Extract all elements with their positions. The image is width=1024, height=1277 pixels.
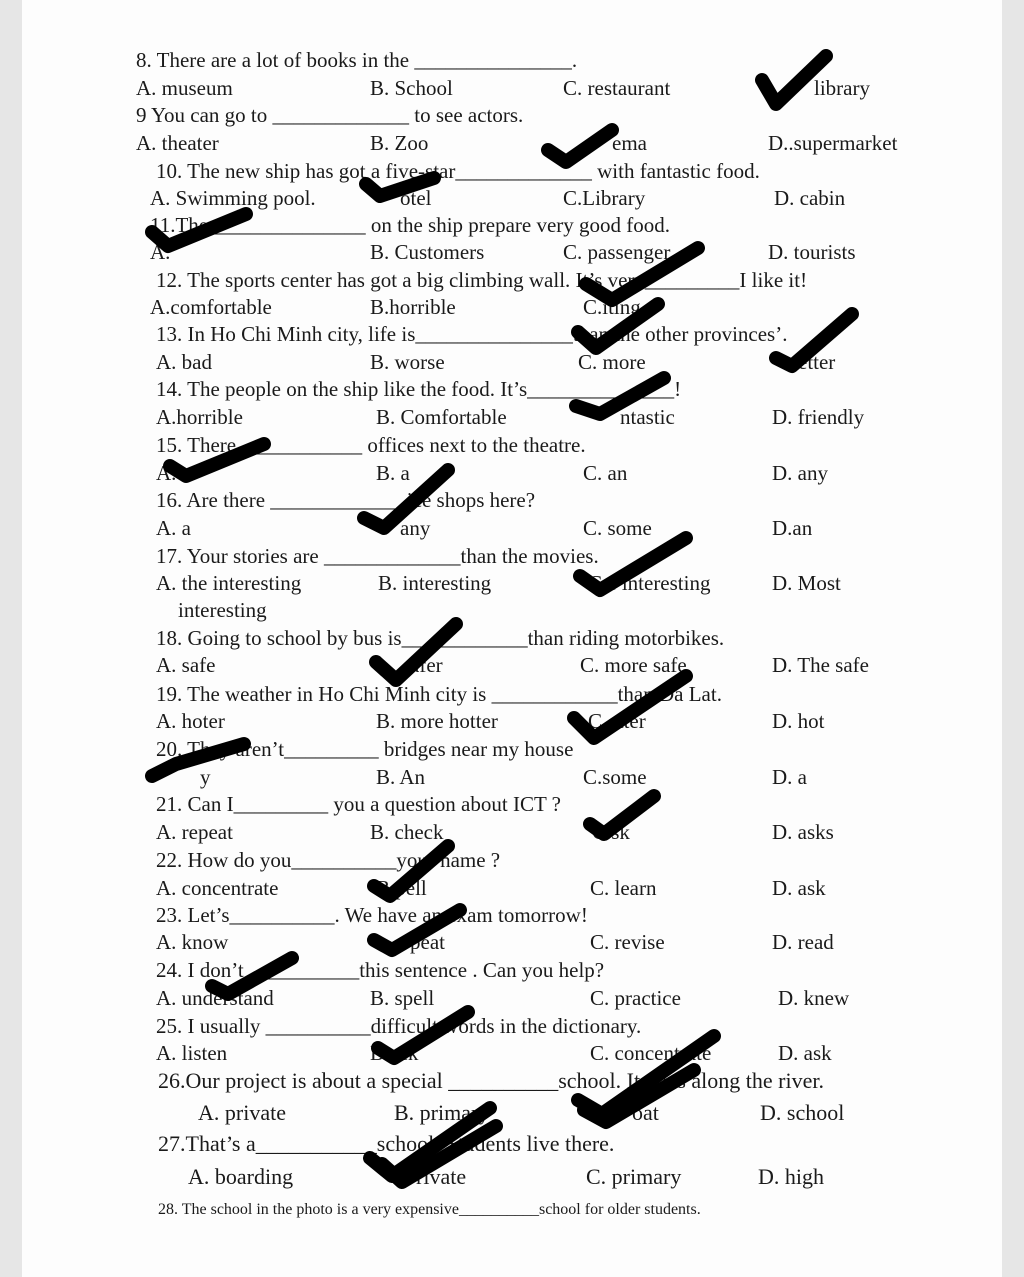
q11-option-c[interactable]: C. passenger (563, 240, 671, 264)
q22-option-d[interactable]: D. ask (772, 876, 826, 900)
q13-option-c[interactable]: C. more (578, 350, 646, 374)
q23-option-a[interactable]: A. know (156, 930, 229, 954)
q11-option-d[interactable]: D. tourists (768, 240, 856, 264)
q15-stem: 15. There____________ offices next to the theatre. (156, 433, 586, 457)
q9-option-c[interactable]: ema (612, 131, 647, 155)
q22-option-b[interactable]: B.pell (376, 876, 427, 900)
q9-option-d[interactable]: D..supermarket (768, 131, 898, 155)
q16-option-a[interactable]: A. a (156, 516, 191, 540)
q18-option-a[interactable]: A. safe (156, 653, 216, 677)
q24-option-b[interactable]: B. spell (370, 986, 435, 1010)
q8-option-d[interactable]: library (814, 76, 870, 100)
q16-option-d[interactable]: D.an (772, 516, 813, 540)
q12-stem: 12. The sports center has got a big climbing wall. It’s very_________I like it! (156, 268, 808, 292)
q13-stem: 13. In Ho Chi Minh city, life is_______________than the other provinces’. (156, 322, 788, 346)
q26-option-a[interactable]: A. private (198, 1100, 286, 1125)
q17-stem: 17. Your stories are _____________than the movies. (156, 544, 599, 568)
q8-option-b[interactable]: B. School (370, 76, 453, 100)
q17-option-a[interactable]: A. the interesting (156, 571, 302, 595)
q27-option-d[interactable]: D. high (758, 1164, 824, 1189)
q21-option-a[interactable]: A. repeat (156, 820, 233, 844)
q19-stem: 19. The weather in Ho Chi Minh city is ____________than Da Lat. (156, 682, 722, 706)
q20-stem: 20. They aren’t_________ bridges near my house (156, 737, 574, 761)
q16-stem: 16. Are there _____________ice shops here? (156, 488, 536, 512)
q24-option-d[interactable]: D. knew (778, 986, 850, 1010)
q24-stem: 24. I don’t___________this sentence . Can you help? (156, 958, 605, 982)
q8-option-c[interactable]: C. restaurant (563, 76, 671, 100)
q24-option-a[interactable]: A. understand (156, 986, 274, 1010)
q19-option-a[interactable]: A. hoter (156, 709, 225, 733)
q23-stem: 23. Let’s__________. We have an exam tomorrow! (156, 903, 588, 927)
q21-option-b[interactable]: B. check (370, 820, 444, 844)
q11-option-a[interactable]: A. (150, 240, 171, 264)
q13-option-d[interactable]: etter (798, 350, 836, 374)
q20-option-d[interactable]: D. a (772, 765, 807, 789)
q22-option-c[interactable]: C. learn (590, 876, 657, 900)
q19-option-d[interactable]: D. hot (772, 709, 825, 733)
q14-option-b[interactable]: B. Comfortable (376, 405, 507, 429)
q27-option-b[interactable]: rivate (416, 1164, 467, 1189)
q28-stem: 28. The school in the photo is a very expensive__________school for older students. (158, 1201, 701, 1218)
q17-option-b[interactable]: B. interesting (378, 571, 492, 595)
q17-option-c[interactable]: C.e interesting (588, 571, 711, 595)
q20-option-c[interactable]: C.some (583, 765, 647, 789)
q12-option-c[interactable]: C.iting (583, 295, 641, 319)
q27-option-c[interactable]: C. primary (586, 1164, 682, 1189)
q26-option-c[interactable]: oat (632, 1100, 659, 1125)
q15-option-a[interactable]: A. (156, 461, 177, 485)
q13-option-b[interactable]: B. worse (370, 350, 445, 374)
q18-option-c[interactable]: C. more safe (580, 653, 687, 677)
q12-option-a[interactable]: A.comfortable (150, 295, 272, 319)
q23-option-d[interactable]: D. read (772, 930, 834, 954)
q14-option-c[interactable]: ntastic (620, 405, 675, 429)
q10-option-d[interactable]: D. cabin (774, 186, 846, 210)
q17-option-a-wrap: interesting (178, 598, 267, 622)
q21-option-d[interactable]: D. asks (772, 820, 834, 844)
q26-option-d[interactable]: D. school (760, 1100, 845, 1125)
q24-option-c[interactable]: C. practice (590, 986, 681, 1010)
q15-option-c[interactable]: C. an (583, 461, 628, 485)
q10-option-a[interactable]: A. Swimming pool. (150, 186, 316, 210)
q16-option-b[interactable]: any (400, 516, 431, 540)
q9-stem: 9 You can go to _____________ to see actors. (136, 103, 524, 127)
q15-option-d[interactable]: D. any (772, 461, 828, 485)
q10-stem: 10. The new ship has got a five-star_____________ with fantastic food. (156, 159, 760, 183)
q22-stem: 22. How do you__________your name ? (156, 848, 501, 872)
q13-option-a[interactable]: A. bad (156, 350, 212, 374)
q20-option-a[interactable]: y (200, 765, 211, 789)
q14-option-a[interactable]: A.horrible (156, 405, 243, 429)
q14-stem: 14. The people on the ship like the food. It’s______________! (156, 377, 682, 401)
q16-option-c[interactable]: C. some (583, 516, 652, 540)
q27-stem: 27.That’s a___________school. Students live there. (158, 1131, 615, 1156)
q10-option-c[interactable]: C.Library (563, 186, 646, 210)
q11-option-b[interactable]: B. Customers (370, 240, 485, 264)
q17-option-d[interactable]: D. Most (772, 571, 841, 595)
q26-option-b[interactable]: B. primary (394, 1100, 490, 1125)
q20-option-b[interactable]: B. An (376, 765, 426, 789)
q25-option-b[interactable]: B.eck (370, 1041, 419, 1065)
q8-option-a[interactable]: A. museum (136, 76, 233, 100)
q18-option-d[interactable]: D. The safe (772, 653, 869, 677)
q15-option-b[interactable]: B. a (376, 461, 410, 485)
q27-option-a[interactable]: A. boarding (188, 1164, 294, 1189)
q25-stem: 25. I usually __________difficult words in the dictionary. (156, 1014, 642, 1038)
q19-option-c[interactable]: C.otter (588, 709, 646, 733)
q25-option-c[interactable]: C. concentrate (590, 1041, 712, 1065)
q9-option-b[interactable]: B. Zoo (370, 131, 429, 155)
q22-option-a[interactable]: A. concentrate (156, 876, 279, 900)
q10-option-b[interactable]: otel (400, 186, 432, 210)
q23-option-c[interactable]: C. revise (590, 930, 665, 954)
q8-stem: 8. There are a lot of books in the _______________. (136, 48, 578, 72)
q26-stem: 26.Our project is about a special __________school. It goes along the river. (158, 1068, 824, 1093)
q14-option-d[interactable]: D. friendly (772, 405, 865, 429)
q18-option-b[interactable]: afer (410, 653, 443, 677)
q9-option-a[interactable]: A. theater (136, 131, 219, 155)
q19-option-b[interactable]: B. more hotter (376, 709, 498, 733)
q11-stem: 11.The_______________ on the ship prepare very good food. (150, 213, 671, 237)
q25-option-d[interactable]: D. ask (778, 1041, 832, 1065)
q25-option-a[interactable]: A. listen (156, 1041, 228, 1065)
q18-stem: 18. Going to school by bus is____________than riding motorbikes. (156, 626, 725, 650)
q21-option-c[interactable]: C.sk (592, 820, 630, 844)
q23-option-b[interactable]: peat (410, 930, 445, 954)
q12-option-b[interactable]: B.horrible (370, 295, 456, 319)
q21-stem: 21. Can I_________ you a question about ICT ? (156, 792, 561, 816)
